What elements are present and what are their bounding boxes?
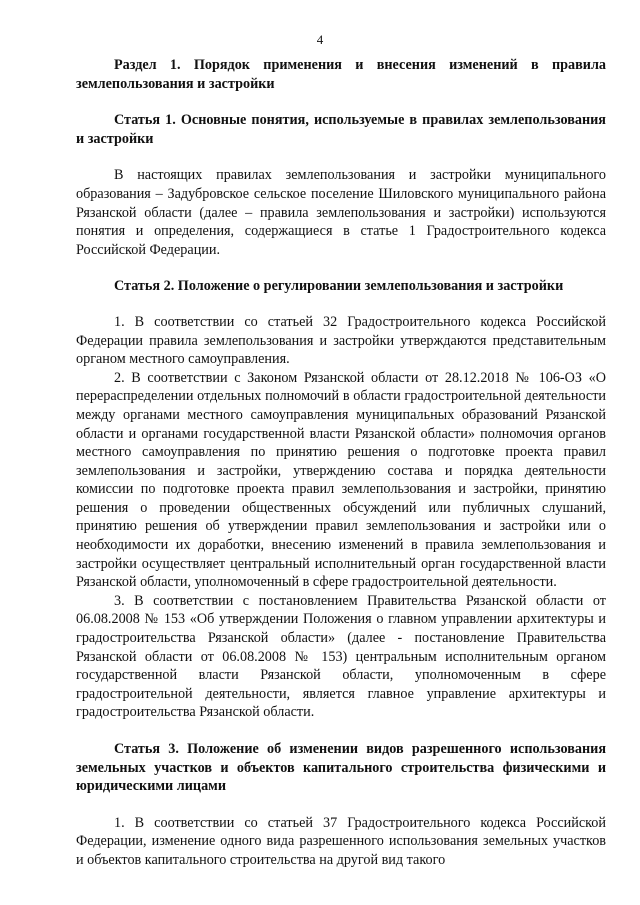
article-3-heading: Статья 3. Положение об изменении видов разрешенного использования земельных участков и объектов капитального строительства физическими и юридическими лицами [76,741,606,795]
document-body [76,56,606,870]
article-3-paragraph-1: 1. В соответствии со статьей 37 Градостроительного кодекса Российской Федерации, изменение одного вида разрешенного использования земельных участков и объектов капитального строительства на другой вид такого [76,814,606,868]
spacer [76,93,606,111]
spacer [76,722,606,740]
article-2-paragraph-3: 3. В соответствии с постановлением Правительства Рязанской области от 06.08.2008 № 153 «Об утверждении Положения о главном управлении архитектуры и градостроительства Рязанской области» (далее - постановление Правительства Рязанской области от 06.08.2008 № 153) центральным исполнительным органом государственной власти Рязанской области, уполномоченным в сфере градостроительной деятельности, является главное управление архитектуры и градостроительства Рязанской области. [76,592,606,721]
spacer [76,259,606,277]
section-heading: Раздел 1. Порядок применения и внесения изменений в правила землепользования и застройки [76,57,606,92]
article-2-paragraph-1: 1. В соответствии со статьей 32 Градостроительного кодекса Российской Федерации правила землепользования и застройки утверждаются представительным органом местного самоуправления. [76,313,606,368]
spacer [76,148,606,166]
article-2-paragraph-2: 2. В соответствии с Законом Рязанской области от 28.12.2018 № 106-ОЗ «О перераспределении отдельных полномочий в области градостроительной деятельности между органами местного самоуправления муниципальных образований Рязанской области и органами государственной власти Рязанской области» полномочия органов местного самоуправления по принятию решения о подготовке проекта правил землепользования и застройки, утверждению состава и порядка деятельности комиссии по подготовке проекта правил землепользования и застройки, принятию решения о проведении общественных обсуждений или публичных слушаний, принятию решения об утверждении правил землепользования и застройки или о необходимости их доработки, внесению изменений в правила землепользования и застройки осуществляет центральный исполнительный орган государственной власти Рязанской области, уполномоченный в сфере градостроительной деятельности. [76,369,606,591]
article-1-heading: Статья 1. Основные понятия, используемые в правилах землепользования и застройки [76,112,606,147]
spacer [76,296,606,313]
article-2-heading: Статья 2. Положение о регулировании землепользования и застройки [114,278,564,295]
article-1-paragraph: В настоящих правилах землепользования и застройки муниципального образования – Задубровское сельское поселение Шиловского муниципального района Рязанской области (далее – правила землепользования и застройки) используются понятия и определения, содержащиеся в статье 1 Градостроительного кодекса Российской Федерации. [76,167,606,258]
page-number: 4 [316,32,324,47]
spacer [76,796,606,814]
